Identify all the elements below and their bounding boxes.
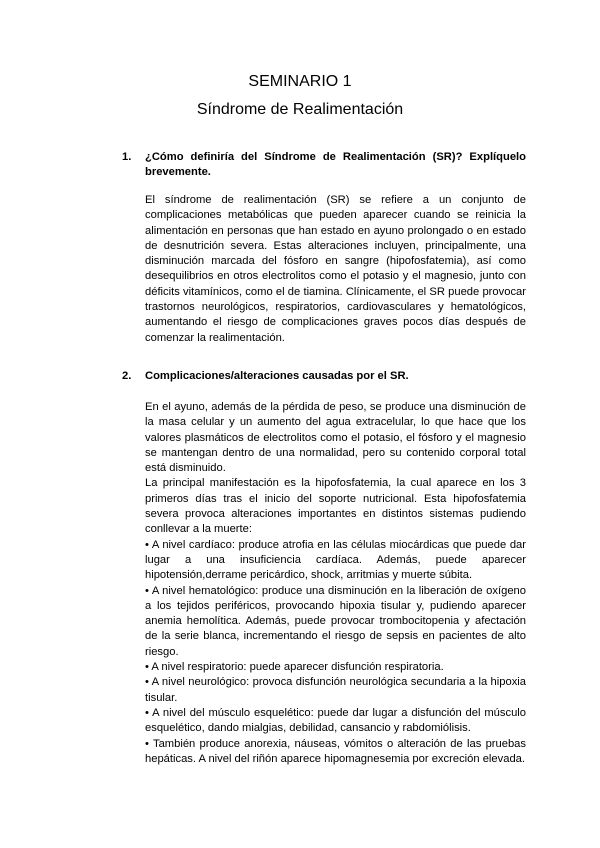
answer-2-paragraph-2: La principal manifestación es la hipofosfatemia, la cual aparece en los 3 primeros días tras el inicio del soporte nutricional. Esta hipofosfatemia severa provoca alteraciones importantes en distintos sistemas pudiendo conllevar a la muerte:: [145, 477, 526, 536]
answer-2-paragraph-1: En el ayuno, además de la pérdida de peso, se produce una disminución de la masa celular y un aumento del agua extracelular, lo que hace que los valores plasmáticos de electrolitos como el potasio, el fósforo y el magnesio se mantengan dentro de una normalidad, pero su contenido corporal total está disminuido.: [145, 401, 526, 475]
question-1: [122, 150, 526, 180]
seminar-heading: SEMINARIO 1: [248, 73, 352, 90]
bullet-cardiac: • A nivel cardíaco: produce atrofia en las células miocárdicas que puede dar lugar a una insuficiencia cardíaca. Además, puede aparecer hipotensión,derrame pericárdico, shock, arritmias y muerte súbita.: [145, 538, 526, 582]
question-2-text: Complicaciones/alteraciones causadas por el SR.: [145, 370, 409, 382]
answer-1-paragraph: El síndrome de realimentación (SR) se refiere a un conjunto de complicaciones metabólicas que pueden aparecer cuando se reinicia la alimentación en personas que han estado en ayuno prolongado o en estado de desnutrición severa. Estas alteraciones incluyen, principalmente, una disminución marcada del fósforo en sangre (hipofosfatemia), así como desequilibrios en otros electrolitos como el potasio y el magnesio, junto con déficits vitamínicos, como el de tiamina. Clínicamente, el SR puede provocar trastornos neurológicos, respiratorios, cardiovasculares y hematológicos, aumentando el riesgo de complicaciones graves pocos días después de comenzar la realimentación.: [145, 194, 526, 344]
question-2-number: 2.: [122, 370, 132, 382]
bullet-skeletal-muscle: • A nivel del músculo esquelético: puede dar lugar a disfunción del músculo esquelético, dando mialgias, debilidad, cansancio y rabdomiólisis.: [145, 706, 526, 735]
bullet-hematologic: • A nivel hematológico: produce una disminución en la liberación de oxígeno a los tejidos periféricos, provocando hipoxia tisular y, pudiendo aparecer anemia hemolítica. Además, puede provocar trombocitopenia y afectación de la serie blanca, incrementando el riesgo de sepsis en pacientes de alto riesgo.: [145, 584, 526, 658]
question-1-text: ¿Cómo definiría del Síndrome de Realimentación (SR)? Explíquelo brevemente.: [145, 151, 526, 178]
answer-1: [145, 193, 526, 346]
page-title: Síndrome de Realimentación: [196, 101, 404, 118]
bullet-other: • También produce anorexia, náuseas, vómitos o alteración de las pruebas hepáticas. A nivel del riñón aparece hipomagnesemia por excreción elevada.: [145, 737, 526, 765]
question-2: [122, 369, 526, 384]
bullet-respiratory: • A nivel respiratorio: puede aparecer disfunción respiratoria.: [145, 661, 444, 674]
bullet-neurologic: • A nivel neurológico: provoca disfunción neurológica secundaria a la hipoxia tisular.: [145, 676, 526, 704]
question-1-number: 1.: [122, 151, 132, 163]
answer-2: [145, 400, 526, 767]
